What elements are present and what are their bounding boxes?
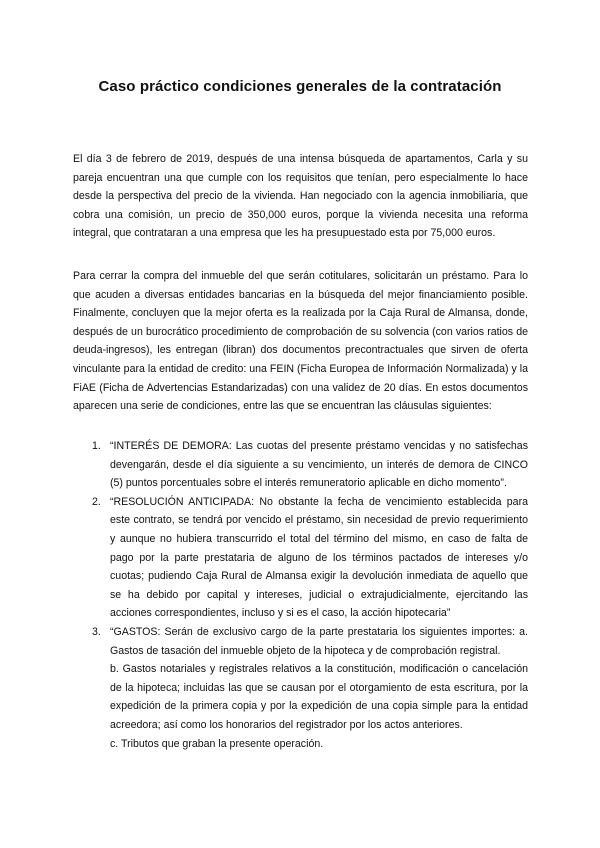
- paragraph-intro: El día 3 de febrero de 2019, después de una intensa búsqueda de apartamentos, Carla y su pareja encuentran una que cumple con los requisitos que tenían, pero especialmente lo hace desde la perspectiva del precio de la vivienda. Han negociado con la agencia inmobiliaria, que cobra una comisión, un precio de 350,000 euros, porque la vivienda necesita una reforma integral, que contrataran a una empresa que les ha presupuestado esta por 75,000 euros.: [73, 153, 528, 240]
- clause-number: 1.: [92, 440, 101, 452]
- clause-sub-item: b. Gastos notariales y registrales relativos a la constitución, modificación o cancelación de la hipoteca; incluidas las que se causan por el otorgamiento de esta escritura, por la expedición de la primera copia y por la expedición de una copia simple para la entidad acreedora; así como los honorarios del registrador por los actos anteriores.: [110, 663, 528, 731]
- clause-text: “RESOLUCIÓN ANTICIPADA: No obstante la fecha de vencimiento establecida para este contrato, se tendrá por vencido el préstamo, sin necesidad de previo requerimiento y aunque no hubiera transcurrido el total del término del mismo, en caso de falta de pago por la parte prestataria de alguno de los términos pactados de intereses y/o cuotas; pudiendo Caja Rural de Almansa exigir la devolución inmediata de aquello que se ha debido por capital y intereses, judicial o extrajudicialmente, ejercitando las acciones correspondientes, incluso y si es el caso, la acción hipotecaria”: [110, 495, 528, 620]
- clause-text: “INTERÉS DE DEMORA: Las cuotas del presente préstamo vencidas y no satisfechas devengarán, desde el día siguiente a su vencimiento, un interés de demora de CINCO (5) puntos porcentuales sobre el interés remuneratorio aplicable en dicho momento”.: [110, 440, 528, 490]
- clause-number: 2.: [92, 495, 101, 508]
- clause-list: [0, 437, 600, 753]
- document-title: Caso práctico condiciones generales de la contratación: [98, 78, 502, 95]
- clause-text: “GASTOS: Serán de exclusivo cargo de la parte prestataria los siguientes importes: a. Gastos de tasación del inmueble objeto de la hipoteca y de comprobación registral.: [110, 625, 528, 657]
- clause-sub-item: c. Tributos que graban la presente operación.: [110, 737, 324, 750]
- clause-item: [0, 437, 600, 493]
- clause-number: 3.: [92, 625, 101, 638]
- clause-text-block: [110, 623, 528, 753]
- clause-item: [0, 623, 600, 753]
- paragraph-loan: Para cerrar la compra del inmueble del que serán cotitulares, solicitarán un préstamo. Para lo que acuden a diversas entidades bancarias en la búsqueda del mejor financiamiento posible. Finalmente, concluyen que la mejor oferta es la realizada por la Caja Rural de Almansa, donde, después de un burocrático procedimiento de comprobación de su solvencia (con varios ratios de deuda-ingresos), les entregan (libran) dos documentos precontractuales que sirven de oferta vinculante para la entidad de credito: una FEIN (Ficha Europea de Información Normalizada) y la FiAE (Ficha de Advertencias Estandarizadas) con una validez de 20 días. En estos documentos aparecen una serie de condiciones, entre las que se encuentran las cláusulas siguientes:: [73, 270, 528, 413]
- clause-item: [0, 493, 600, 623]
